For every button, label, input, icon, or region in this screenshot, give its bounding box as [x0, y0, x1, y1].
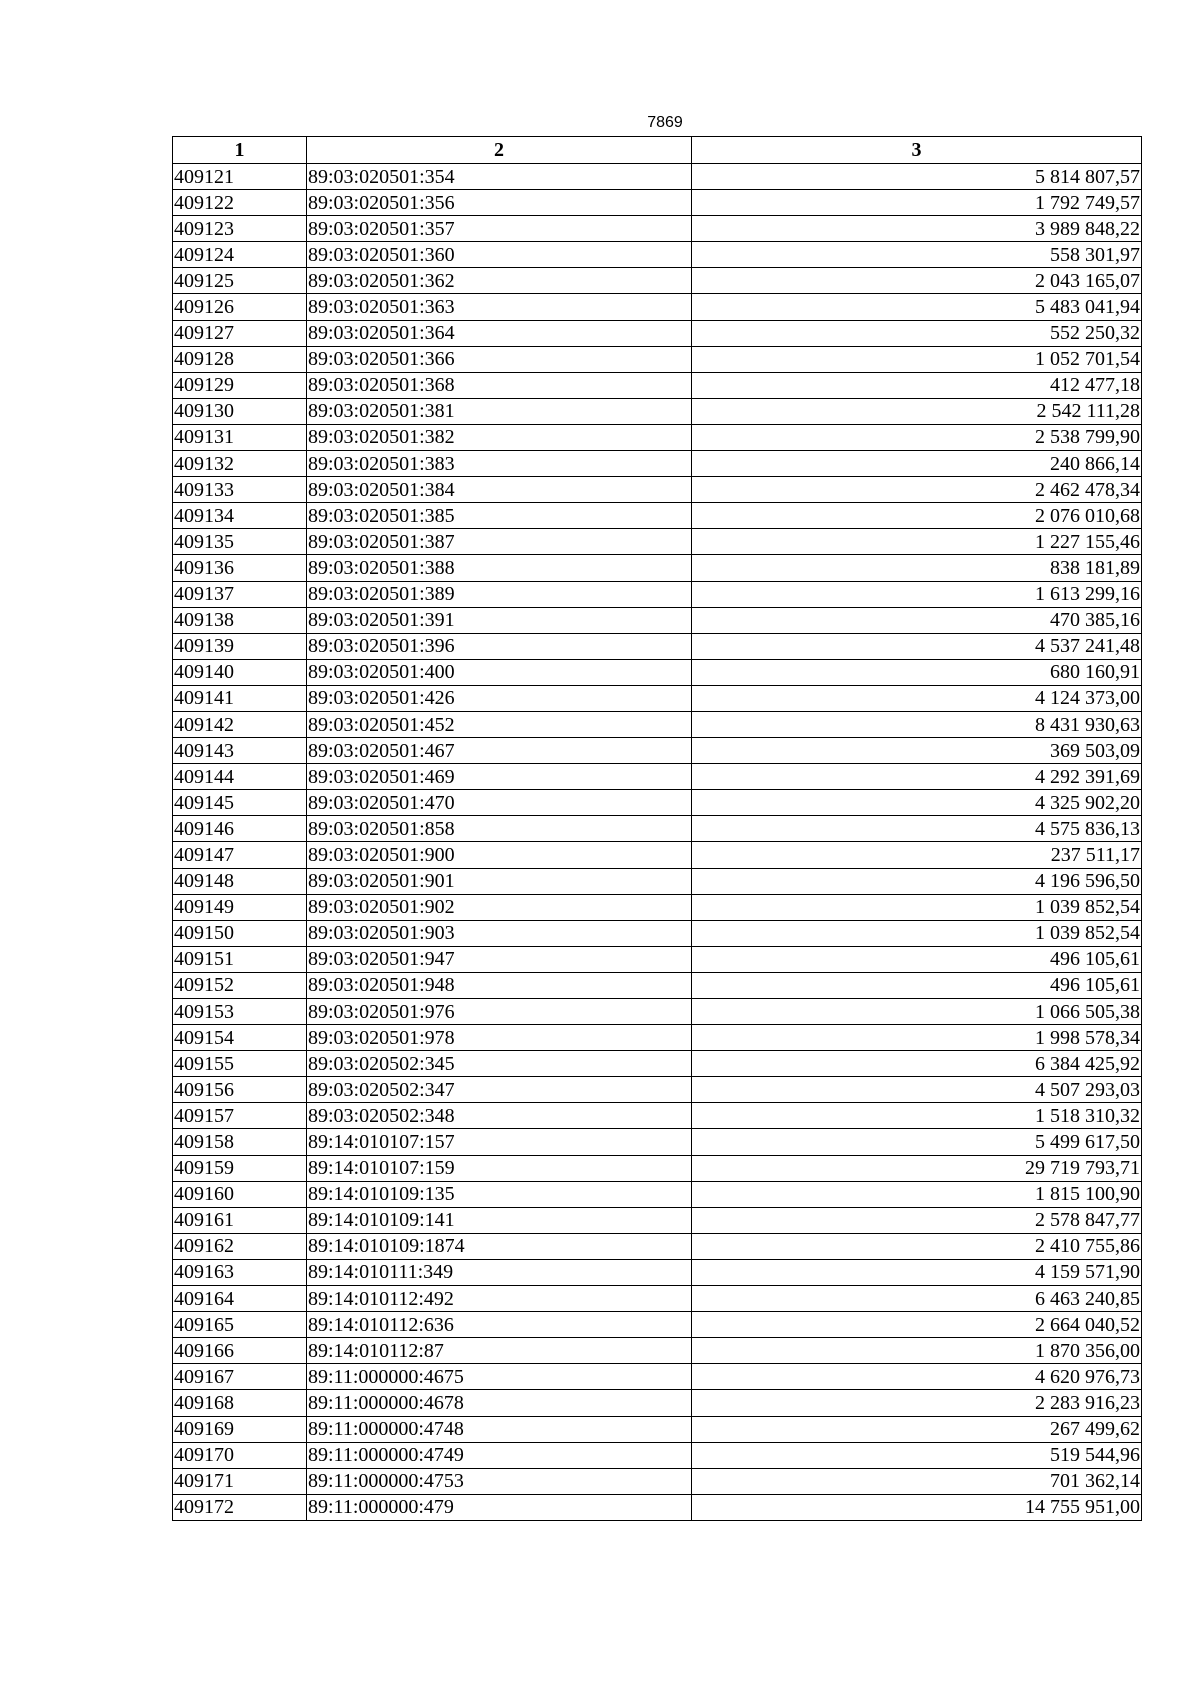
- row-number-cell: 409145: [173, 790, 307, 816]
- row-number-cell: 409121: [173, 164, 307, 190]
- table-row: [173, 1338, 1142, 1364]
- table-row: [173, 581, 1142, 607]
- cadastral-number-cell: 89:03:020502:345: [307, 1051, 692, 1077]
- cadastral-number-cell: 89:03:020501:426: [307, 685, 692, 711]
- value-cell: 4 124 373,00: [692, 685, 1142, 711]
- value-cell: 412 477,18: [692, 372, 1142, 398]
- cadastral-number-cell: 89:03:020501:360: [307, 242, 692, 268]
- table-row: [173, 1442, 1142, 1468]
- row-number-cell: 409154: [173, 1025, 307, 1051]
- value-cell: 3 989 848,22: [692, 216, 1142, 242]
- row-number-cell: 409127: [173, 320, 307, 346]
- value-cell: 4 325 902,20: [692, 790, 1142, 816]
- cadastral-number-cell: 89:03:020501:903: [307, 920, 692, 946]
- cadastral-number-cell: 89:14:010112:492: [307, 1286, 692, 1312]
- value-cell: 680 160,91: [692, 659, 1142, 685]
- registry-table: [172, 136, 1142, 1521]
- value-cell: 14 755 951,00: [692, 1494, 1142, 1520]
- row-number-cell: 409133: [173, 477, 307, 503]
- cadastral-number-cell: 89:03:020501:368: [307, 372, 692, 398]
- table-row: [173, 190, 1142, 216]
- table-row: [173, 764, 1142, 790]
- table-row: [173, 1077, 1142, 1103]
- table-row: [173, 816, 1142, 842]
- cadastral-number-cell: 89:03:020501:396: [307, 633, 692, 659]
- cadastral-number-cell: 89:03:020501:978: [307, 1025, 692, 1051]
- value-cell: 4 507 293,03: [692, 1077, 1142, 1103]
- cadastral-number-cell: 89:03:020501:470: [307, 790, 692, 816]
- value-cell: 558 301,97: [692, 242, 1142, 268]
- table-row: [173, 738, 1142, 764]
- row-number-cell: 409144: [173, 764, 307, 790]
- row-number-cell: 409167: [173, 1364, 307, 1390]
- cadastral-number-cell: 89:03:020501:381: [307, 398, 692, 424]
- cadastral-number-cell: 89:03:020501:947: [307, 946, 692, 972]
- row-number-cell: 409122: [173, 190, 307, 216]
- row-number-cell: 409140: [173, 659, 307, 685]
- row-number-cell: 409139: [173, 633, 307, 659]
- row-number-cell: 409136: [173, 555, 307, 581]
- row-number-cell: 409155: [173, 1051, 307, 1077]
- table-row: [173, 1364, 1142, 1390]
- value-cell: 4 575 836,13: [692, 816, 1142, 842]
- cadastral-number-cell: 89:14:010111:349: [307, 1259, 692, 1285]
- row-number-cell: 409157: [173, 1103, 307, 1129]
- cadastral-number-cell: 89:03:020501:388: [307, 555, 692, 581]
- value-cell: 1 998 578,34: [692, 1025, 1142, 1051]
- row-number-cell: 409166: [173, 1338, 307, 1364]
- row-number-cell: 409172: [173, 1494, 307, 1520]
- value-cell: 1 039 852,54: [692, 920, 1142, 946]
- value-cell: 240 866,14: [692, 451, 1142, 477]
- cadastral-number-cell: 89:11:000000:4749: [307, 1442, 692, 1468]
- table-row: [173, 424, 1142, 450]
- value-cell: 6 384 425,92: [692, 1051, 1142, 1077]
- value-cell: 2 542 111,28: [692, 398, 1142, 424]
- table-row: [173, 216, 1142, 242]
- table-row: [173, 659, 1142, 685]
- cadastral-number-cell: 89:14:010107:157: [307, 1129, 692, 1155]
- row-number-cell: 409165: [173, 1312, 307, 1338]
- table-row: [173, 999, 1142, 1025]
- cadastral-number-cell: 89:03:020501:467: [307, 738, 692, 764]
- table-header-row: [173, 137, 1142, 164]
- row-number-cell: 409160: [173, 1181, 307, 1207]
- value-cell: 2 578 847,77: [692, 1207, 1142, 1233]
- table-row: [173, 1181, 1142, 1207]
- value-cell: 2 043 165,07: [692, 268, 1142, 294]
- row-number-cell: 409170: [173, 1442, 307, 1468]
- cadastral-number-cell: 89:03:020501:356: [307, 190, 692, 216]
- row-number-cell: 409156: [173, 1077, 307, 1103]
- cadastral-number-cell: 89:03:020501:364: [307, 320, 692, 346]
- row-number-cell: 409129: [173, 372, 307, 398]
- table-row: [173, 946, 1142, 972]
- table-row: [173, 1390, 1142, 1416]
- row-number-cell: 409130: [173, 398, 307, 424]
- cadastral-number-cell: 89:03:020501:452: [307, 711, 692, 737]
- cadastral-number-cell: 89:03:020501:976: [307, 999, 692, 1025]
- row-number-cell: 409169: [173, 1416, 307, 1442]
- table-row: [173, 711, 1142, 737]
- column-header-3: 3: [692, 137, 1142, 164]
- cadastral-number-cell: 89:11:000000:4753: [307, 1468, 692, 1494]
- value-cell: 6 463 240,85: [692, 1286, 1142, 1312]
- value-cell: 1 066 505,38: [692, 999, 1142, 1025]
- cadastral-number-cell: 89:03:020501:948: [307, 972, 692, 998]
- row-number-cell: 409164: [173, 1286, 307, 1312]
- table-row: [173, 920, 1142, 946]
- value-cell: 4 196 596,50: [692, 868, 1142, 894]
- cadastral-number-cell: 89:03:020501:387: [307, 529, 692, 555]
- row-number-cell: 409135: [173, 529, 307, 555]
- value-cell: 2 283 916,23: [692, 1390, 1142, 1416]
- value-cell: 369 503,09: [692, 738, 1142, 764]
- value-cell: 2 076 010,68: [692, 503, 1142, 529]
- cadastral-number-cell: 89:03:020501:400: [307, 659, 692, 685]
- row-number-cell: 409137: [173, 581, 307, 607]
- cadastral-number-cell: 89:03:020501:902: [307, 894, 692, 920]
- cadastral-number-cell: 89:03:020501:383: [307, 451, 692, 477]
- value-cell: 1 792 749,57: [692, 190, 1142, 216]
- cadastral-number-cell: 89:14:010112:87: [307, 1338, 692, 1364]
- table-row: [173, 1312, 1142, 1338]
- cadastral-number-cell: 89:14:010112:636: [307, 1312, 692, 1338]
- cadastral-number-cell: 89:03:020501:469: [307, 764, 692, 790]
- row-number-cell: 409123: [173, 216, 307, 242]
- value-cell: 470 385,16: [692, 607, 1142, 633]
- table-row: [173, 685, 1142, 711]
- row-number-cell: 409138: [173, 607, 307, 633]
- value-cell: 2 538 799,90: [692, 424, 1142, 450]
- cadastral-number-cell: 89:03:020501:858: [307, 816, 692, 842]
- cadastral-number-cell: 89:14:010109:135: [307, 1181, 692, 1207]
- value-cell: 496 105,61: [692, 946, 1142, 972]
- table-row: [173, 1468, 1142, 1494]
- value-cell: 237 511,17: [692, 842, 1142, 868]
- table-row: [173, 1286, 1142, 1312]
- value-cell: 1 227 155,46: [692, 529, 1142, 555]
- value-cell: 2 462 478,34: [692, 477, 1142, 503]
- row-number-cell: 409171: [173, 1468, 307, 1494]
- table-row: [173, 607, 1142, 633]
- row-number-cell: 409132: [173, 451, 307, 477]
- cadastral-number-cell: 89:03:020501:357: [307, 216, 692, 242]
- table-row: [173, 1233, 1142, 1259]
- table-row: [173, 894, 1142, 920]
- table-row: [173, 1259, 1142, 1285]
- row-number-cell: 409128: [173, 346, 307, 372]
- table-row: [173, 242, 1142, 268]
- table-row: [173, 372, 1142, 398]
- row-number-cell: 409158: [173, 1129, 307, 1155]
- table-row: [173, 1129, 1142, 1155]
- cadastral-number-cell: 89:11:000000:4675: [307, 1364, 692, 1390]
- value-cell: 4 292 391,69: [692, 764, 1142, 790]
- value-cell: 1 039 852,54: [692, 894, 1142, 920]
- table-row: [173, 868, 1142, 894]
- table-row: [173, 1207, 1142, 1233]
- value-cell: 519 544,96: [692, 1442, 1142, 1468]
- cadastral-number-cell: 89:14:010107:159: [307, 1155, 692, 1181]
- value-cell: 5 499 617,50: [692, 1129, 1142, 1155]
- table-row: [173, 529, 1142, 555]
- row-number-cell: 409150: [173, 920, 307, 946]
- table-row: [173, 477, 1142, 503]
- cadastral-number-cell: 89:11:000000:4748: [307, 1416, 692, 1442]
- row-number-cell: 409142: [173, 711, 307, 737]
- value-cell: 552 250,32: [692, 320, 1142, 346]
- value-cell: 1 870 356,00: [692, 1338, 1142, 1364]
- value-cell: 2 410 755,86: [692, 1233, 1142, 1259]
- column-header-2: 2: [307, 137, 692, 164]
- table-row: [173, 268, 1142, 294]
- row-number-cell: 409168: [173, 1390, 307, 1416]
- table-row: [173, 1103, 1142, 1129]
- page-number: 7869: [647, 114, 683, 131]
- row-number-cell: 409163: [173, 1259, 307, 1285]
- value-cell: 5 483 041,94: [692, 294, 1142, 320]
- row-number-cell: 409124: [173, 242, 307, 268]
- cadastral-number-cell: 89:11:000000:4678: [307, 1390, 692, 1416]
- value-cell: 29 719 793,71: [692, 1155, 1142, 1181]
- value-cell: 8 431 930,63: [692, 711, 1142, 737]
- row-number-cell: 409125: [173, 268, 307, 294]
- value-cell: 1 815 100,90: [692, 1181, 1142, 1207]
- table-row: [173, 555, 1142, 581]
- value-cell: 838 181,89: [692, 555, 1142, 581]
- value-cell: 701 362,14: [692, 1468, 1142, 1494]
- table-row: [173, 842, 1142, 868]
- cadastral-number-cell: 89:03:020501:389: [307, 581, 692, 607]
- row-number-cell: 409126: [173, 294, 307, 320]
- row-number-cell: 409147: [173, 842, 307, 868]
- cadastral-number-cell: 89:03:020501:384: [307, 477, 692, 503]
- value-cell: 4 159 571,90: [692, 1259, 1142, 1285]
- value-cell: 1 052 701,54: [692, 346, 1142, 372]
- cadastral-number-cell: 89:14:010109:141: [307, 1207, 692, 1233]
- cadastral-number-cell: 89:03:020502:348: [307, 1103, 692, 1129]
- table-row: [173, 398, 1142, 424]
- table-row: [173, 1155, 1142, 1181]
- table-row: [173, 451, 1142, 477]
- table-row: [173, 1416, 1142, 1442]
- row-number-cell: 409143: [173, 738, 307, 764]
- row-number-cell: 409153: [173, 999, 307, 1025]
- value-cell: 4 537 241,48: [692, 633, 1142, 659]
- cadastral-number-cell: 89:14:010109:1874: [307, 1233, 692, 1259]
- row-number-cell: 409152: [173, 972, 307, 998]
- table-row: [173, 633, 1142, 659]
- cadastral-number-cell: 89:03:020502:347: [307, 1077, 692, 1103]
- value-cell: 4 620 976,73: [692, 1364, 1142, 1390]
- row-number-cell: 409159: [173, 1155, 307, 1181]
- table-body: [173, 164, 1142, 1521]
- table-row: [173, 1025, 1142, 1051]
- cadastral-number-cell: 89:03:020501:362: [307, 268, 692, 294]
- row-number-cell: 409146: [173, 816, 307, 842]
- value-cell: 1 613 299,16: [692, 581, 1142, 607]
- cadastral-number-cell: 89:03:020501:354: [307, 164, 692, 190]
- cadastral-number-cell: 89:11:000000:479: [307, 1494, 692, 1520]
- table-row: [173, 320, 1142, 346]
- table-row: [173, 503, 1142, 529]
- cadastral-number-cell: 89:03:020501:901: [307, 868, 692, 894]
- table-row: [173, 346, 1142, 372]
- cadastral-number-cell: 89:03:020501:382: [307, 424, 692, 450]
- cadastral-number-cell: 89:03:020501:385: [307, 503, 692, 529]
- table-row: [173, 972, 1142, 998]
- value-cell: 267 499,62: [692, 1416, 1142, 1442]
- cadastral-number-cell: 89:03:020501:366: [307, 346, 692, 372]
- row-number-cell: 409161: [173, 1207, 307, 1233]
- cadastral-number-cell: 89:03:020501:391: [307, 607, 692, 633]
- value-cell: 496 105,61: [692, 972, 1142, 998]
- table-row: [173, 790, 1142, 816]
- table-row: [173, 1494, 1142, 1520]
- row-number-cell: 409141: [173, 685, 307, 711]
- row-number-cell: 409148: [173, 868, 307, 894]
- table-row: [173, 294, 1142, 320]
- column-header-1: 1: [173, 137, 307, 164]
- value-cell: 2 664 040,52: [692, 1312, 1142, 1338]
- row-number-cell: 409134: [173, 503, 307, 529]
- row-number-cell: 409149: [173, 894, 307, 920]
- row-number-cell: 409162: [173, 1233, 307, 1259]
- row-number-cell: 409131: [173, 424, 307, 450]
- cadastral-number-cell: 89:03:020501:900: [307, 842, 692, 868]
- row-number-cell: 409151: [173, 946, 307, 972]
- value-cell: 1 518 310,32: [692, 1103, 1142, 1129]
- value-cell: 5 814 807,57: [692, 164, 1142, 190]
- cadastral-number-cell: 89:03:020501:363: [307, 294, 692, 320]
- table-row: [173, 164, 1142, 190]
- table-row: [173, 1051, 1142, 1077]
